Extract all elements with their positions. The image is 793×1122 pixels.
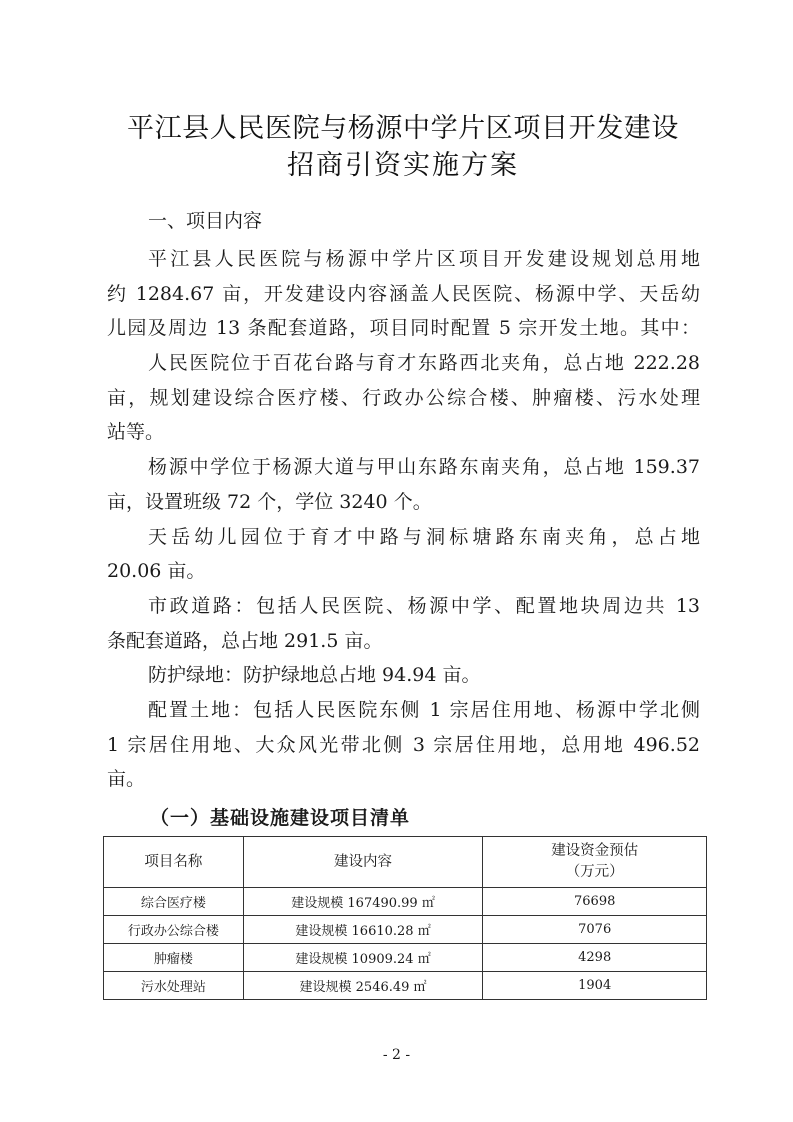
cell-content: 建设规模 10909.24 ㎡ <box>243 944 483 972</box>
cell-funding: 1904 <box>483 972 707 1000</box>
paragraph-line: 人民医院位于百花台路与育才东路西北夹角，总占地 222.28 <box>148 352 700 375</box>
document-title-line2: 招商引资实施方案 <box>287 150 519 181</box>
table-row <box>104 916 707 944</box>
table-header-row <box>104 837 707 888</box>
paragraph-line: 条配套道路，总占地 291.5 亩。 <box>107 629 383 652</box>
paragraph-line: 20.06 亩。 <box>107 560 206 583</box>
paragraph-line: 杨源中学位于杨源大道与甲山东路东南夹角，总占地 159.37 <box>148 456 700 479</box>
paragraph-line: 亩，设置班级 72 个，学位 3240 个。 <box>107 490 432 513</box>
table-row <box>104 888 707 916</box>
header-funding-label: 建设资金预估 <box>551 843 639 859</box>
paragraph-line: 站等。 <box>107 421 165 444</box>
section-heading: 一、项目内容 <box>148 210 263 232</box>
page-number: - 2 - <box>382 1047 411 1063</box>
header-funding <box>483 837 707 888</box>
document-title-line1: 平江县人民医院与杨源中学片区项目开发建设 <box>127 113 679 144</box>
cell-project-name: 污水处理站 <box>104 972 244 1000</box>
paragraph-line: 亩，规划建设综合医疗楼、行政办公综合楼、肿瘤楼、污水处理 <box>107 386 700 409</box>
cell-funding: 76698 <box>483 888 707 916</box>
paragraph-line: 防护绿地：防护绿地总占地 94.94 亩。 <box>148 664 481 687</box>
header-content: 建设内容 <box>243 837 483 888</box>
body-text <box>107 242 700 797</box>
paragraph-line: 约 1284.67 亩，开发建设内容涵盖人民医院、杨源中学、天岳幼 <box>107 282 700 305</box>
cell-content: 建设规模 16610.28 ㎡ <box>243 916 483 944</box>
header-project-name: 项目名称 <box>104 837 244 888</box>
cell-content: 建设规模 2546.49 ㎡ <box>243 972 483 1000</box>
infrastructure-table <box>103 836 707 1000</box>
cell-project-name: 行政办公综合楼 <box>104 916 244 944</box>
paragraph-line: 1 宗居住用地、大众风光带北侧 3 宗居住用地，总用地 496.52 <box>107 733 700 756</box>
table-row <box>104 972 707 1000</box>
paragraph-line: 亩。 <box>107 768 146 791</box>
paragraph-line: 市政道路：包括人民医院、杨源中学、配置地块周边共 13 <box>148 594 700 617</box>
cell-project-name: 综合医疗楼 <box>104 888 244 916</box>
cell-funding: 4298 <box>483 944 707 972</box>
paragraph-line: 配置土地：包括人民医院东侧 1 宗居住用地、杨源中学北侧 <box>148 698 700 721</box>
cell-content: 建设规模 167490.99 ㎡ <box>243 888 483 916</box>
cell-funding: 7076 <box>483 916 707 944</box>
table-row <box>104 944 707 972</box>
header-funding-unit: （万元） <box>565 864 624 880</box>
cell-project-name: 肿瘤楼 <box>104 944 244 972</box>
paragraph-line: 儿园及周边 13 条配套道路，项目同时配置 5 宗开发土地。其中： <box>107 317 700 340</box>
paragraph-line: 平江县人民医院与杨源中学片区项目开发建设规划总用地 <box>148 248 700 270</box>
paragraph-line: 天岳幼儿园位于育才中路与洞标塘路东南夹角，总占地 <box>148 525 700 548</box>
subsection-heading: （一）基础设施建设项目清单 <box>150 807 411 829</box>
